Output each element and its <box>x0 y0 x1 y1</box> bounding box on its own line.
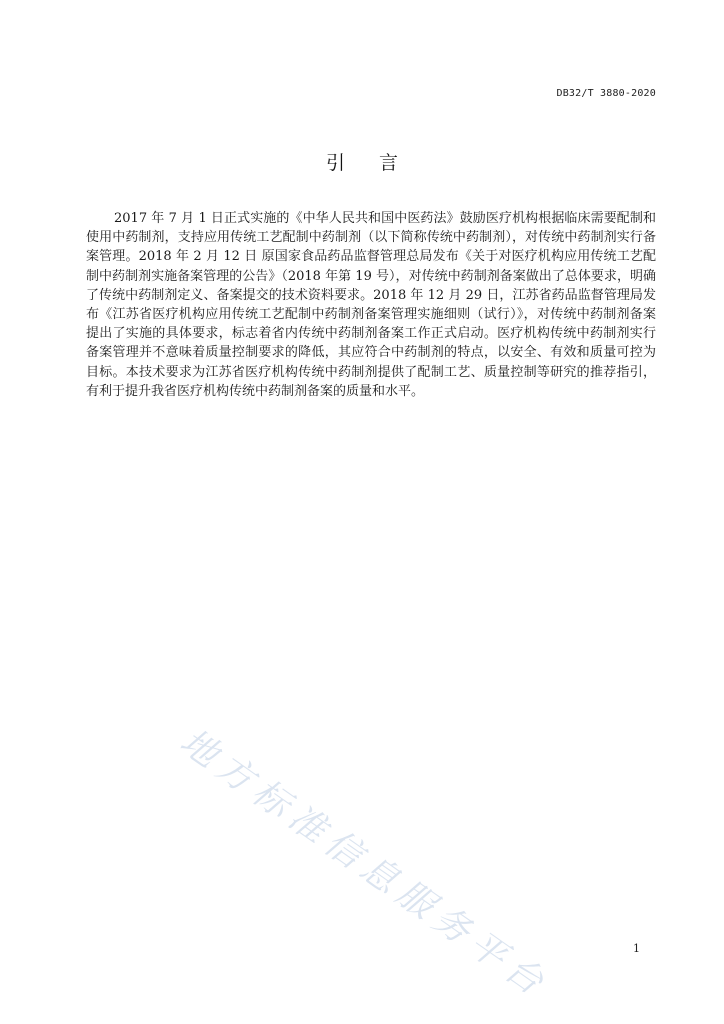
body-paragraph: 2017 年 7 月 1 日正式实施的《中华人民共和国中医药法》鼓励医疗机构根据临床需要配制和使用中药制剂，支持应用传统工艺配制中药制剂（以下简称传统中药制剂），对传统中药制剂实行备案管理。2018 年 2 月 12 日 原国家食品药品监督管理总局发布《关于对医疗机构应用传统工艺配制中药制剂实施备案管理的公告》（2018 年第 19 号），对传统中药制剂备案做出了总体要求，明确了传统中药制剂定义、备案提交的技术资料要求。2018 年 12 月 29 日，江苏省药品监督管理局发布《江苏省医疗机构应用传统工艺配制中药制剂备案管理实施细则（试行）》，对传统中药制剂备案提出了实施的具体要求，标志着省内传统中药制剂备案工作正式启动。医疗机构传统中药制剂实行备案管理并不意味着质量控制要求的降低，其应符合中药制剂的特点，以安全、有效和质量可控为目标。本技术要求为江苏省医疗机构传统中药制剂提供了配制工艺、质量控制等研究的推荐指引，有利于提升我省医疗机构传统中药制剂备案的质量和水平。 <box>86 211 656 399</box>
page-title: 引言 <box>325 152 432 174</box>
page-number: 1 <box>633 942 640 955</box>
watermark: 地方标准信息服务平台 <box>172 721 557 1008</box>
standard-code: DB32/T 3880-2020 <box>556 88 656 99</box>
